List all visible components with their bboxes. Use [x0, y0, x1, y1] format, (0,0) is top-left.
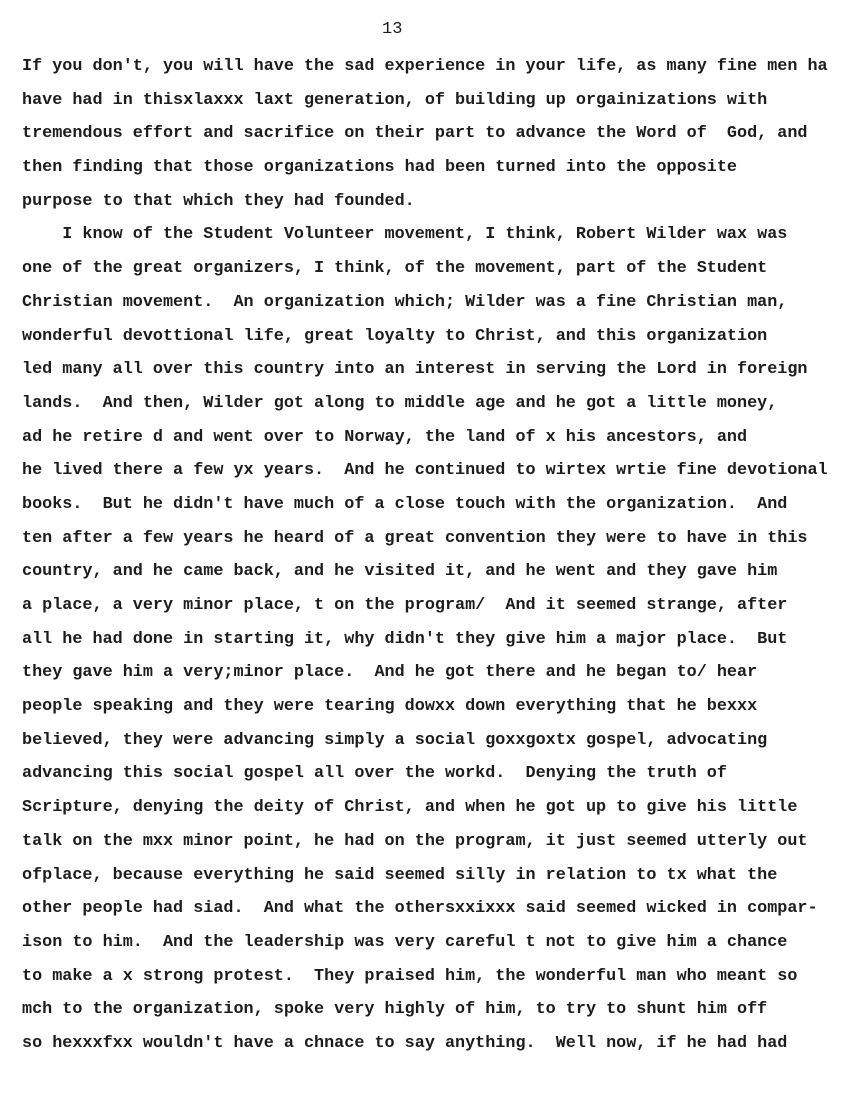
text-line: ten after a few years he heard of a great convention they were to have in this [22, 528, 808, 548]
text-line: ofplace, because everything he said seemed silly in relation to tx what the [22, 865, 778, 885]
text-line: purpose to that which they had founded. [22, 191, 415, 211]
text-line: Scripture, denying the deity of Christ, and when he got up to give his little [22, 798, 798, 818]
text-line: led many all over this country into an interest in serving the Lord in foreign [22, 360, 808, 380]
text-line: they gave him a very;minor place. And he got there and he began to/ hear [22, 663, 758, 683]
text-line: have had in thisxlaxxx laxt generation, of building up orgainizations with [22, 90, 768, 110]
page-number: 13 [382, 20, 403, 39]
text-line: to make a x strong protest. They praised him, the wonderful man who meant so [22, 966, 798, 986]
text-line: a place, a very minor place, t on the program/ And it seemed strange, after [22, 596, 788, 615]
text-line: he lived there a few yx years. And he continued to wirtex wrtie fine devotional [22, 461, 828, 481]
text-line: books. But he didn't have much of a close touch with the organization. And [22, 494, 788, 514]
text-line: I know of the Student Volunteer movement, I think, Robert Wilder wax was [22, 225, 788, 245]
text-line: all he had done in starting it, why didn't they give him a major place. But [22, 629, 788, 649]
document-body [22, 55, 842, 1066]
text-line: ison to him. And the leadership was very careful t not to give him a chance [22, 932, 788, 952]
text-line: then finding that those organizations had been turned into the opposite [22, 158, 737, 178]
text-line: believed, they were advancing simply a social goxxgoxtx gospel, advocating [22, 730, 768, 750]
text-line: advancing this social gospel all over the workd. Denying the truth of [22, 764, 727, 784]
text-line: talk on the mxx minor point, he had on the program, it just seemed utterly out [22, 831, 808, 851]
text-line: ad he retire d and went over to Norway, the land of x his ancestors, and [22, 427, 748, 447]
text-line: tremendous effort and sacrifice on their part to advance the Word of God, and [22, 124, 808, 144]
text-line: so hexxxfxx wouldn't have a chnace to say anything. Well now, if he had had [22, 1033, 788, 1053]
text-line: If you don't, you will have the sad experience in your life, as many fine men ha [22, 57, 828, 76]
text-line: wonderful devottional life, great loyalty to Christ, and this organization [22, 326, 768, 346]
text-line: lands. And then, Wilder got along to middle age and he got a little money, [22, 393, 778, 413]
text-line: one of the great organizers, I think, of the movement, part of the Student [22, 259, 768, 279]
text-line: other people had siad. And what the othersxxixxx said seemed wicked in compar- [22, 899, 818, 919]
text-line: people speaking and they were tearing dowxx down everything that he bexxx [22, 697, 758, 717]
text-line: mch to the organization, spoke very highly of him, to try to shunt him off [22, 1000, 768, 1020]
text-line: country, and he came back, and he visited it, and he went and they gave him [22, 562, 778, 582]
text-line: Christian movement. An organization which; Wilder was a fine Christian man, [22, 292, 788, 312]
